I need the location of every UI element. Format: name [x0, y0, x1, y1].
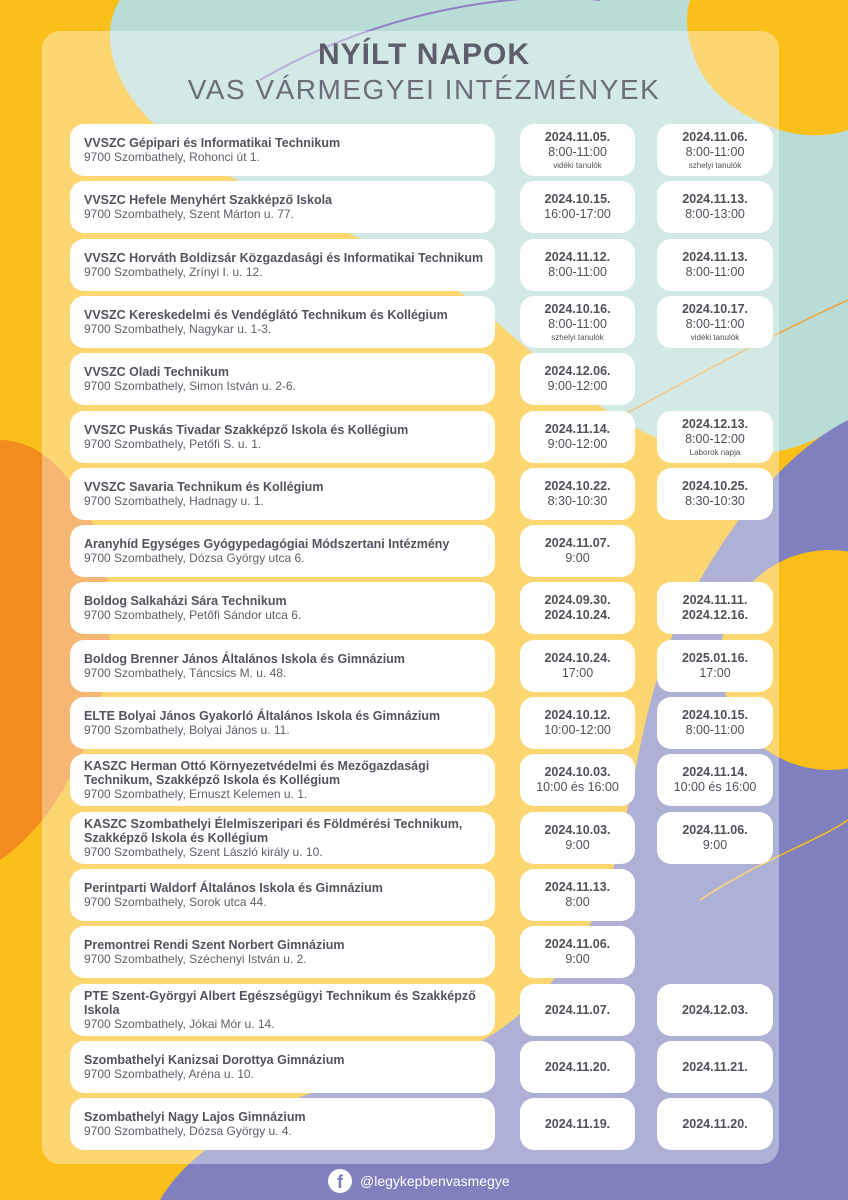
time-label: 17:00 [561, 666, 594, 680]
open-day-date [520, 411, 635, 463]
institution-address: 9700 Szombathely, Szent Márton u. 77. [84, 206, 294, 221]
institution-name: ELTE Bolyai János Gyakorló Általános Iskola és Gimnázium [84, 708, 441, 723]
institution-name: Perintparti Waldorf Általános Iskola és Gimnázium [84, 880, 383, 895]
institution-address: 9700 Szombathely, Aréna u. 10. [84, 1066, 254, 1081]
institution-name: VVSZC Hefele Menyhért Szakképző Iskola [84, 192, 333, 207]
time-label: 8:00-12:00 [685, 431, 745, 446]
date-label: 2024.11.06. [544, 937, 611, 951]
facebook-icon[interactable]: f [328, 1169, 352, 1193]
page-subtitle: VAS VÁRMEGYEI INTÉZMÉNYEK [187, 74, 661, 105]
time-label: 8:00-11:00 [685, 265, 745, 279]
date-label: 2024.12.13. [681, 416, 749, 431]
open-day-date [657, 812, 773, 864]
date-label: 2024.10.17. [681, 301, 749, 316]
table-row [70, 697, 775, 749]
open-day-date [657, 468, 773, 520]
table-row [70, 984, 775, 1036]
open-day-date [657, 640, 773, 692]
open-day-date [657, 754, 773, 806]
date-label: 2024.11.14. [682, 765, 748, 779]
open-day-date [657, 984, 773, 1036]
date-label: 2024.10.15. [681, 708, 749, 722]
table-row [70, 582, 775, 634]
institution-address: 9700 Szombathely, Széchenyi István u. 2. [84, 951, 307, 966]
time-label: 8:00 [565, 895, 590, 909]
time-label: 9:00 [565, 551, 590, 565]
institution-address: 9700 Szombathely, Táncsics M. u. 48. [84, 665, 287, 680]
date-label: 2024.11.13. [682, 192, 748, 206]
date-label: 2024.11.06. [682, 129, 748, 144]
time-label: 8:00-13:00 [685, 207, 745, 221]
table-row [70, 525, 775, 577]
date-label: 2024.11.05. [544, 129, 611, 144]
date-label: 2024.11.13. [544, 880, 611, 894]
date-label: 2024.11.19. [544, 1116, 611, 1131]
footer [328, 1168, 510, 1194]
institution-address: 9700 Szombathely, Rohonci út 1. [84, 149, 260, 164]
date-label: 2024.10.03. [544, 765, 611, 779]
institution-card [70, 582, 495, 634]
date-label: 2024.10.24. [544, 651, 611, 665]
institution-name: VVSZC Oladi Technikum [84, 364, 229, 379]
institution-address: 9700 Szombathely, Petőfi S. u. 1. [84, 436, 262, 451]
table-row [70, 926, 775, 978]
table-row [70, 239, 775, 291]
date-label: 2024.10.12. [544, 708, 611, 722]
date-label: 2024.11.11. [682, 593, 748, 607]
institution-address: 9700 Szombathely, Bolyai János u. 11. [84, 722, 290, 737]
date-label: 2024.11.21. [682, 1059, 748, 1074]
open-day-date [520, 812, 635, 864]
institution-name: VVSZC Kereskedelmi és Vendéglátó Technikum és Kollégium [84, 307, 448, 322]
time-label: 8:00-11:00 [548, 265, 607, 279]
note-label: szhelyi tanulók [551, 332, 604, 342]
institution-card [70, 812, 495, 864]
open-day-date [520, 697, 635, 749]
institution-name: Szombathelyi Nagy Lajos Gimnázium [84, 1109, 306, 1124]
institution-card [70, 353, 495, 405]
date-label: 2024.09.30. [544, 593, 611, 607]
table-row [70, 411, 775, 463]
institution-card [70, 640, 495, 692]
institution-card [70, 239, 495, 291]
date-label: 2025.01.16. [681, 651, 749, 665]
open-day-date [520, 926, 635, 978]
table-row [70, 468, 775, 520]
institution-card [70, 468, 495, 520]
date-label: 2024.11.14. [544, 422, 611, 436]
date-label: 2024.11.06. [682, 823, 748, 837]
institution-address: 9700 Szombathely, Ernuszt Kelemen u. 1. [84, 786, 308, 801]
time-label: 8:30-10:30 [547, 494, 608, 508]
time-label: 8:30-10:30 [685, 494, 745, 508]
time-label: 10:00 és 16:00 [536, 780, 619, 794]
table-row [70, 124, 775, 176]
institution-card [70, 124, 495, 176]
table-row [70, 869, 775, 921]
institution-address: 9700 Szombathely, Jókai Mór u. 14. [84, 1016, 275, 1031]
open-day-date [520, 582, 635, 634]
institution-address: 9700 Szombathely, Nagykar u. 1-3. [84, 321, 272, 336]
time-label: 8:00-11:00 [548, 316, 607, 331]
date-label: 2024.12.16. [681, 608, 749, 622]
date-label: 2024.10.25. [681, 479, 749, 493]
time-label: 9:00 [702, 838, 728, 852]
time-label: 10:00-12:00 [544, 723, 611, 737]
institution-address: 9700 Szombathely, Sorok utca 44. [84, 894, 267, 909]
date-label: 2024.11.07. [544, 536, 611, 550]
date-label: 2024.10.24. [544, 608, 611, 622]
open-day-date [657, 1041, 773, 1093]
open-day-date [657, 181, 773, 233]
institution-card [70, 697, 495, 749]
institution-name: VVSZC Horváth Boldizsár Közgazdasági és Informatikai Technikum [84, 250, 484, 265]
open-day-date [520, 468, 635, 520]
table-row [70, 640, 775, 692]
date-label: 2024.11.20. [682, 1116, 748, 1131]
institution-name: Aranyhíd Egységes Gyógypedagógiai Módszertani Intézmény [84, 536, 450, 551]
institution-name: PTE Szent-Györgyi Albert Egészségügyi Technikum és Szakképző Iskola [84, 988, 476, 1017]
open-day-date [657, 697, 773, 749]
time-label: 8:00-11:00 [685, 316, 745, 331]
open-day-date [657, 124, 773, 176]
institution-name: KASZC Herman Ottó Környezetvédelmi és Mezőgazdasági Technikum, Szakképző Iskola és Kollégium [84, 758, 430, 787]
open-day-date [520, 984, 635, 1036]
institution-card [70, 411, 495, 463]
open-day-date [657, 411, 773, 463]
open-day-date [657, 582, 773, 634]
institution-card [70, 525, 495, 577]
date-label: 2024.11.12. [544, 250, 611, 264]
open-day-date [520, 1041, 635, 1093]
institution-card [70, 869, 495, 921]
table-row [70, 1098, 775, 1150]
open-day-date [657, 296, 773, 348]
open-day-date [520, 525, 635, 577]
table-row [70, 181, 775, 233]
table-row [70, 754, 775, 806]
facebook-handle[interactable]: @legykepbenvasmegye [360, 1173, 510, 1189]
time-label: 8:00-11:00 [685, 144, 745, 159]
institution-address: 9700 Szombathely, Zrínyi I. u. 12. [84, 264, 263, 279]
institution-address: 9700 Szombathely, Dózsa György utca 6. [84, 550, 305, 565]
open-day-date [520, 640, 635, 692]
institution-card [70, 754, 495, 806]
institution-name: KASZC Szombathelyi Élelmiszeripari és Földmérési Technikum, Szakképző Iskola és Kollégium [84, 816, 463, 845]
open-day-date [520, 124, 635, 176]
institution-name: Boldog Salkaházi Sára Technikum [84, 593, 287, 608]
note-label: szhelyi tanulók [688, 160, 742, 170]
time-label: 9:00-12:00 [547, 379, 608, 393]
table-row [70, 812, 775, 864]
time-label: 9:00-12:00 [547, 437, 608, 451]
time-label: 9:00 [565, 952, 590, 966]
date-label: 2024.11.13. [682, 250, 748, 264]
institution-card [70, 1041, 495, 1093]
time-label: 17:00 [699, 666, 731, 680]
note-label: Laborok napja [689, 447, 741, 457]
institution-name: Szombathelyi Kanizsai Dorottya Gimnázium [84, 1052, 345, 1067]
date-label: 2024.12.03. [681, 1002, 749, 1017]
open-day-date [657, 1098, 773, 1150]
institution-card [70, 296, 495, 348]
open-day-date [520, 181, 635, 233]
institution-card [70, 926, 495, 978]
table-row [70, 353, 775, 405]
institution-address: 9700 Szombathely, Dózsa György u. 4. [84, 1123, 292, 1138]
time-label: 16:00-17:00 [544, 207, 611, 221]
date-label: 2024.11.20. [544, 1059, 611, 1074]
open-day-date [520, 239, 635, 291]
institution-name: VVSZC Puskás Tivadar Szakképző Iskola és Kollégium [84, 422, 409, 437]
date-label: 2024.10.03. [544, 823, 611, 837]
institution-name: Boldog Brenner János Általános Iskola és Gimnázium [84, 651, 405, 666]
date-label: 2024.10.22. [544, 479, 611, 493]
institution-name: Premontrei Rendi Szent Norbert Gimnázium [84, 937, 345, 952]
open-day-date [520, 353, 635, 405]
open-day-date [520, 754, 635, 806]
institution-address: 9700 Szombathely, Hadnagy u. 1. [84, 493, 264, 508]
date-label: 2024.12.06. [544, 364, 611, 378]
date-label: 2024.10.16. [544, 301, 611, 316]
institution-address: 9700 Szombathely, Petőfi Sándor utca 6. [84, 607, 302, 622]
note-label: vidéki tanulók [553, 160, 602, 170]
open-day-date [520, 296, 635, 348]
table-row [70, 1041, 775, 1093]
time-label: 8:00-11:00 [685, 723, 745, 737]
date-label: 2024.10.15. [544, 192, 611, 206]
institution-address: 9700 Szombathely, Simon István u. 2-6. [84, 378, 296, 393]
date-label: 2024.11.07. [544, 1002, 611, 1017]
institution-name: VVSZC Gépipari és Informatikai Technikum [84, 135, 341, 150]
institution-card [70, 1098, 495, 1150]
time-label: 9:00 [565, 838, 590, 852]
note-label: vidéki tanulók [690, 332, 740, 342]
institution-card [70, 181, 495, 233]
page-title: NYÍLT NAPOK [317, 38, 531, 71]
time-label: 8:00-11:00 [548, 144, 607, 159]
institution-card [70, 984, 495, 1036]
open-day-date [520, 1098, 635, 1150]
institution-address: 9700 Szombathely, Szent László király u. 10. [84, 844, 323, 859]
time-label: 10:00 és 16:00 [673, 780, 757, 794]
institution-name: VVSZC Savaria Technikum és Kollégium [84, 479, 324, 494]
open-day-date [657, 239, 773, 291]
table-row [70, 296, 775, 348]
open-day-date [520, 869, 635, 921]
